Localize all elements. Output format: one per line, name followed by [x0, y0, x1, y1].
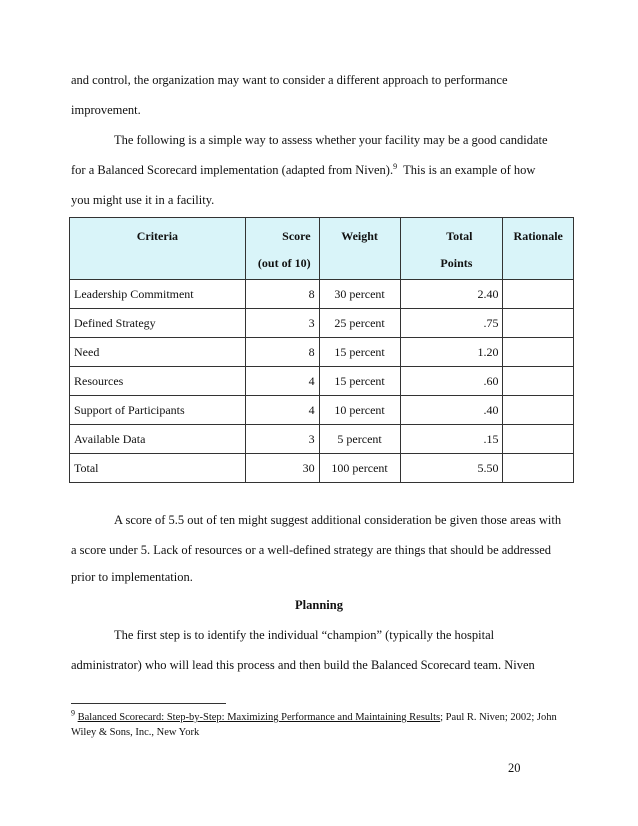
cell-score: 3	[245, 309, 319, 338]
footnote-ref: 9	[393, 161, 398, 171]
intro-line-2: improvement.	[71, 103, 141, 117]
footnote-line-1	[71, 708, 557, 723]
after-line-3: prior to implementation.	[71, 570, 193, 584]
section-line-2: administrator) who will lead this process and then build the Balanced Scorecard team. Niven	[71, 658, 535, 672]
page-number: 20	[508, 761, 521, 775]
cell-total: 1.20	[400, 338, 503, 367]
cell-score: 3	[245, 425, 319, 454]
cell-weight: 10 percent	[319, 396, 400, 425]
cell-weight: 5 percent	[319, 425, 400, 454]
table-row	[70, 309, 574, 338]
cell-rationale	[503, 425, 574, 454]
header-score-line1: Score	[282, 229, 311, 243]
section-heading: Planning	[295, 598, 343, 612]
header-score	[245, 218, 319, 280]
section-line-1: The first step is to identify the individual “champion” (typically the hospital	[114, 628, 495, 642]
cell-score: 4	[245, 396, 319, 425]
intro-line-4a: for a Balanced Scorecard implementation (adapted from Niven).	[71, 163, 394, 177]
intro-line-5: you might use it in a facility.	[71, 193, 215, 207]
cell-total: 2.40	[400, 280, 503, 309]
cell-weight: 30 percent	[319, 280, 400, 309]
cell-weight: 100 percent	[319, 454, 400, 483]
cell-score: 8	[245, 280, 319, 309]
table-row	[70, 280, 574, 309]
after-line-1: A score of 5.5 out of ten might suggest additional consideration be given those areas with	[114, 513, 562, 527]
cell-total: .75	[400, 309, 503, 338]
cell-rationale	[503, 309, 574, 338]
cell-total: 5.50	[400, 454, 503, 483]
footnote-title: Balanced Scorecard: Step-by-Step: Maximizing Performance and Maintaining Results	[77, 712, 441, 723]
cell-criteria: Defined Strategy	[70, 309, 246, 338]
after-line-2: a score under 5. Lack of resources or a well-defined strategy are things that should be addressed	[71, 543, 552, 557]
table-row	[70, 338, 574, 367]
cell-rationale	[503, 396, 574, 425]
table-row	[70, 425, 574, 454]
cell-rationale	[503, 367, 574, 396]
cell-weight: 25 percent	[319, 309, 400, 338]
footnote-rest: ; Paul R. Niven; 2002; John	[440, 712, 557, 723]
header-rationale: Rationale	[503, 218, 574, 280]
table-row	[70, 396, 574, 425]
cell-rationale	[503, 280, 574, 309]
table-total-row	[70, 454, 574, 483]
cell-total: .15	[400, 425, 503, 454]
cell-score: 8	[245, 338, 319, 367]
footnote-number: 9	[71, 708, 75, 718]
intro-line-4	[71, 163, 535, 178]
header-total-line2: Points	[440, 256, 473, 270]
cell-weight: 15 percent	[319, 338, 400, 367]
header-total	[400, 218, 503, 280]
cell-rationale	[503, 338, 574, 367]
table-row	[70, 367, 574, 396]
cell-score: 30	[245, 454, 319, 483]
assessment-table	[69, 217, 574, 483]
cell-rationale	[503, 454, 574, 483]
table-header-row	[70, 218, 574, 280]
cell-criteria: Available Data	[70, 425, 246, 454]
intro-line-1: and control, the organization may want to consider a different approach to performance	[71, 73, 508, 87]
cell-score: 4	[245, 367, 319, 396]
cell-total: .60	[400, 367, 503, 396]
header-weight: Weight	[319, 218, 400, 280]
cell-criteria: Leadership Commitment	[70, 280, 246, 309]
cell-criteria: Total	[70, 454, 246, 483]
intro-line-4b: This is an example of how	[397, 163, 536, 177]
footnote-line-2: Wiley & Sons, Inc., New York	[71, 727, 200, 738]
intro-line-3: The following is a simple way to assess whether your facility may be a good candidate	[114, 133, 548, 147]
cell-criteria: Support of Participants	[70, 396, 246, 425]
cell-criteria: Resources	[70, 367, 246, 396]
cell-total: .40	[400, 396, 503, 425]
header-score-line2: (out of 10)	[257, 256, 311, 270]
cell-weight: 15 percent	[319, 367, 400, 396]
header-total-line1: Total	[446, 229, 473, 243]
header-criteria: Criteria	[70, 218, 246, 280]
footnote-divider	[71, 703, 226, 704]
cell-criteria: Need	[70, 338, 246, 367]
